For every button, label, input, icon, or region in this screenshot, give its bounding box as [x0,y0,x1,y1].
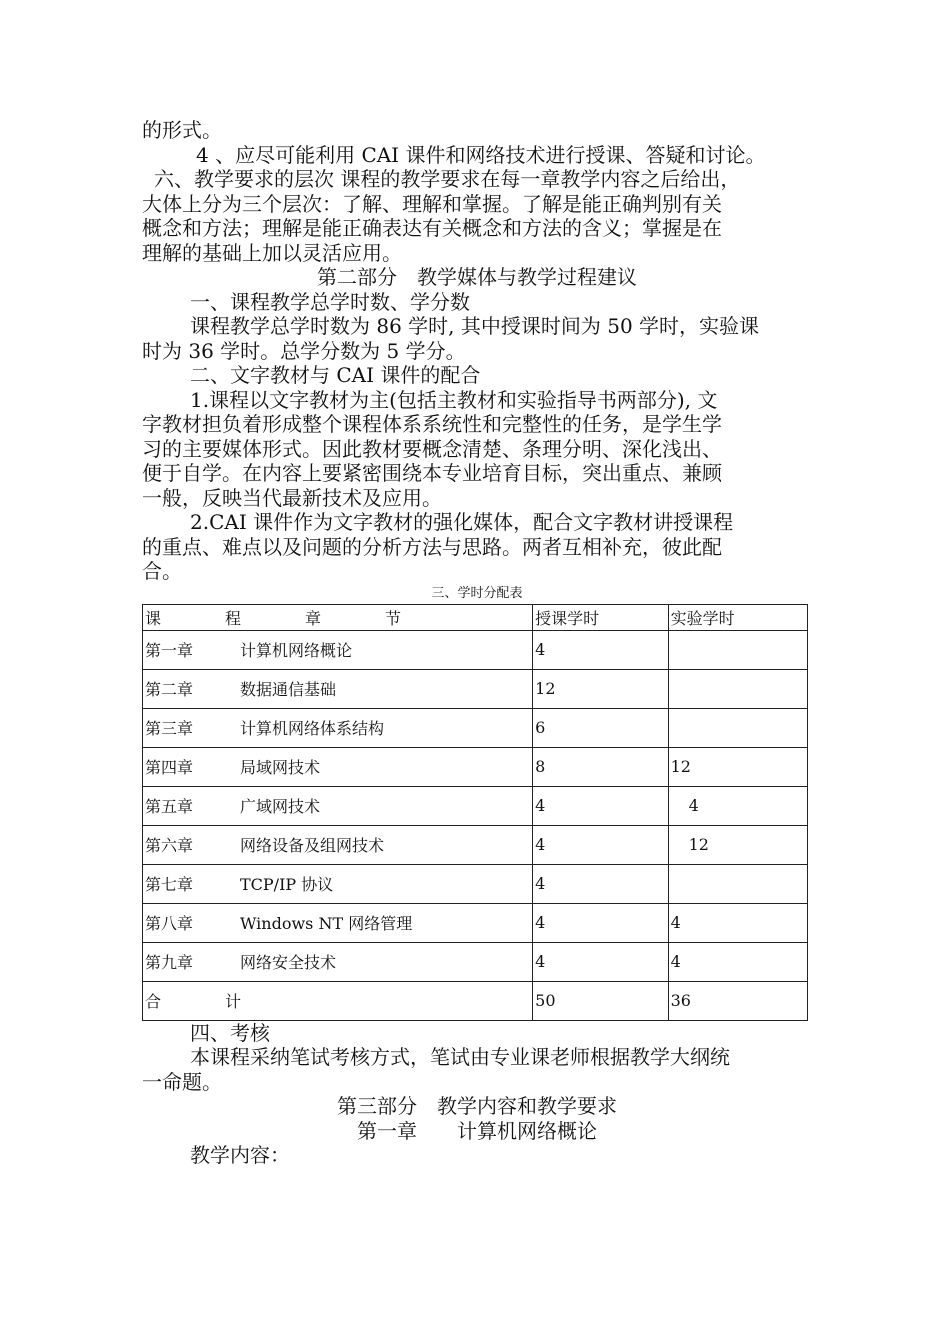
text-line: 1.课程以文字教材为主(包括主教材和实验指导书两部分), 文 [190,387,718,412]
total-lab-hours: 36 [668,981,807,1020]
text-line: 便于自学。在内容上要紧密围绕本专业培育目标，突出重点、兼顾 [142,461,722,485]
section1-title: 一、课程教学总学时数、学分数 [190,289,470,314]
section4-title: 四、考核 [190,1020,270,1045]
chapter-number: 第七章 [145,875,194,894]
table-total-row [143,981,808,1020]
lecture-hours: 4 [533,942,668,981]
text-line: 的形式。 [142,118,222,142]
lab-hours [668,630,807,669]
text-line: 六、教学要求的层次 课程的教学要求在每一章教学内容之后给出， [154,167,741,191]
lab-hours: 4 [668,786,807,825]
part3-title: 第三部分 教学内容和教学要求 [337,1094,617,1118]
chapter-number: 第九章 [145,953,194,972]
lecture-hours: 4 [533,864,668,903]
lab-hours [668,708,807,747]
text-line: 概念和方法；理解是能正确表达有关概念和方法的含义；掌握是在 [142,216,722,240]
lecture-hours: 8 [533,747,668,786]
text-line: 2.CAI 课件作为文字教材的强化媒体，配合文字教材讲授课程 [190,510,734,534]
text-line: 一般，反映当代最新技术及应用。 [142,485,442,510]
chapter-number: 第四章 [145,758,194,777]
table-row [143,708,808,747]
text-line: 的重点、难点以及问题的分析方法与思路。两者互相补充，彼此配 [142,534,722,559]
chapter-number: 第五章 [145,797,194,816]
text-line: 4 、应尽可能利用 CAI 课件和网络技术进行授课、答疑和讨论。 [196,142,766,167]
hours-table [142,604,808,1021]
lab-hours: 12 [668,825,807,864]
chapter-name: TCP/IP 协议 [240,875,334,894]
total-lecture-hours: 50 [533,981,668,1020]
chapter-number: 第二章 [145,680,194,699]
lab-hours [668,669,807,708]
section2-title: 二、文字教材与 CAI 课件的配合 [190,363,481,387]
text-line: 理解的基础上加以灵活应用。 [142,240,402,265]
lab-hours: 4 [668,942,807,981]
chapter-number: 第六章 [145,836,194,855]
table-row [143,903,808,942]
chapter-name: 网络设备及组网技术 [240,836,385,855]
chapter1-title: 第一章 计算机网络概论 [357,1118,597,1143]
chapter-number: 第八章 [145,914,194,933]
table-header-row [143,604,808,630]
table-row [143,825,808,864]
part2-title: 第二部分 教学媒体与教学过程建议 [317,265,637,289]
chapter-name: 计算机网络概论 [240,641,353,660]
lecture-hours: 4 [533,825,668,864]
table-caption: 三、学时分配表 [431,585,523,601]
text-line: 大体上分为三个层次：了解、理解和掌握。了解是能正确判别有关 [142,191,722,216]
document-page [142,118,812,1168]
lab-hours: 12 [668,747,807,786]
table-row [143,942,808,981]
table-row [143,747,808,786]
chapter-number: 第三章 [145,719,194,738]
lecture-hours: 4 [533,786,668,825]
chapter-number: 第一章 [145,641,194,660]
chapter-name: 数据通信基础 [240,680,337,699]
lecture-hours: 4 [533,903,668,942]
teaching-content-label: 教学内容： [190,1143,290,1167]
chapter-name: 广域网技术 [240,797,321,816]
text-line: 时为 36 学时。总学分数为 5 学分。 [142,338,466,363]
chapter-name: 计算机网络体系结构 [240,719,385,738]
text-line: 一命题。 [142,1069,222,1094]
text-line: 习的主要媒体形式。因此教材要概念清楚、条理分明、深化浅出、 [142,436,722,461]
lecture-hours: 6 [533,708,668,747]
header-chapter: 课 程 章 节 [143,604,533,630]
total-label: 合 计 [143,981,533,1020]
text-line: 合。 [142,559,182,583]
chapter-name: 网络安全技术 [240,953,337,972]
table-row [143,786,808,825]
text-line: 字教材担负着形成整个课程体系系统性和完整性的任务，是学生学 [142,412,722,436]
text-line: 本课程采纳笔试考核方式，笔试由专业课老师根据教学大纲统 [190,1045,730,1069]
table-row [143,630,808,669]
chapter-name: 局域网技术 [240,758,321,777]
lecture-hours: 12 [533,669,668,708]
lecture-hours: 4 [533,630,668,669]
chapter-name: Windows NT 网络管理 [240,914,413,933]
text-line: 课程教学总学时数为 86 学时, 其中授课时间为 50 学时，实验课 [190,314,760,338]
header-lab-hours: 实验学时 [668,604,807,630]
table-row [143,669,808,708]
header-lecture-hours: 授课学时 [533,604,668,630]
table-row [143,864,808,903]
lab-hours [668,864,807,903]
lab-hours: 4 [668,903,807,942]
